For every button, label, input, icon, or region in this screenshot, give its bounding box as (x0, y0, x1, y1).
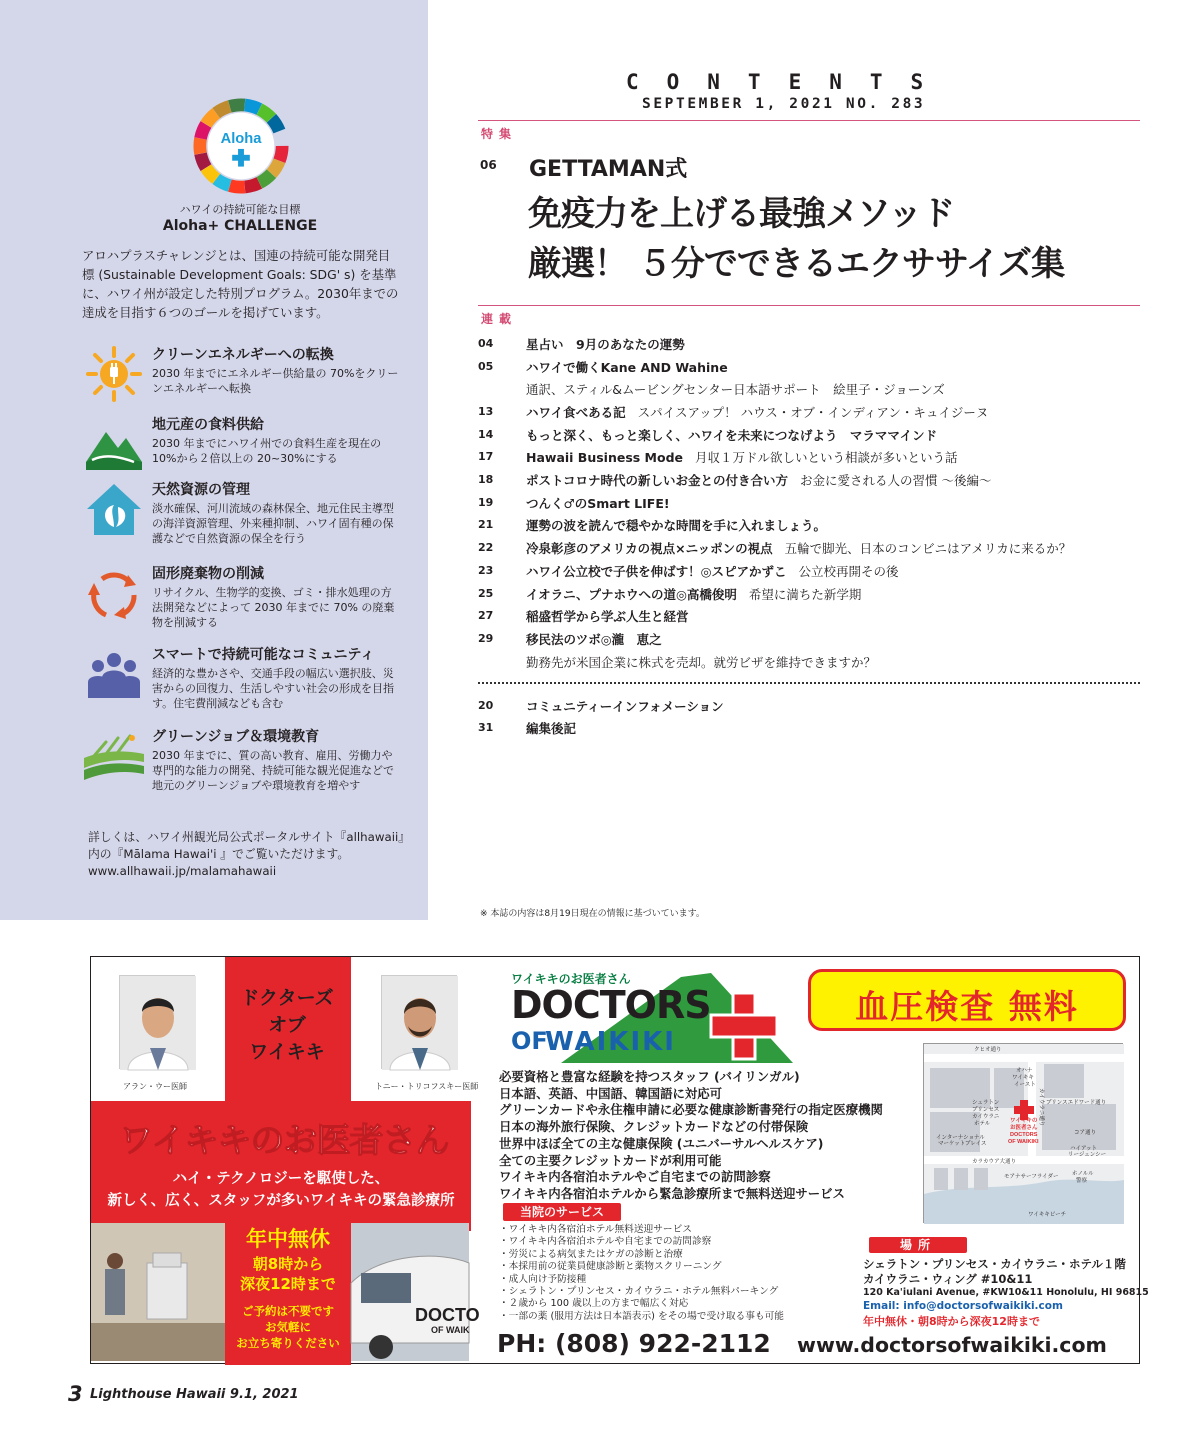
close-time: 深夜12時まで (240, 1275, 336, 1293)
page-number: 18 (478, 473, 494, 486)
vehicle-photo (351, 1223, 480, 1361)
map-label-police: ホノルル (1072, 1171, 1094, 1177)
aloha-subtitle: ハワイの持続可能な目標 (179, 203, 301, 216)
address-lines (863, 1257, 1126, 1287)
map-label-kaiulani-st: カイウラニ通り (1038, 1088, 1044, 1127)
list-item[interactable] (478, 653, 1158, 673)
article-title: 編集後記 (526, 721, 577, 736)
email-link[interactable]: Email: info@doctorsofwaikiki.com (863, 1300, 1063, 1312)
people-icon (84, 646, 144, 702)
service-item: ・ワイキキ内各宿泊ホテル無料送迎サービス (499, 1224, 692, 1235)
service-item: ・ワイキキ内各宿泊ホテルや自宅までの訪問診察 (499, 1236, 712, 1248)
article-title: コミュニティーインフォメーション (526, 699, 724, 714)
doctor-portrait-icon (382, 976, 458, 1070)
info-date-note: ※ 本誌の内容は8月19日現在の情報に基づいています。 (480, 909, 705, 919)
list-item[interactable] (478, 403, 1158, 423)
goal-title: 固形廃棄物の削減 (152, 566, 264, 582)
aloha-challenge-sidebar (0, 0, 428, 920)
goal-waste-reduction (82, 563, 412, 633)
map-label-sheraton: ホテル (974, 1121, 991, 1127)
aloha-title: Aloha+ CHALLENGE (162, 218, 318, 234)
service-item: ・労災による病気またはケガの診断と治療 (499, 1248, 683, 1260)
address-line2: カイウラニ・ウィング #10&11 (863, 1272, 1033, 1286)
free-blood-pressure-badge (808, 969, 1126, 1031)
no-appointment-note (227, 1303, 349, 1351)
allhawaii-link[interactable]: www.allhawaii.jp/malamahawaii (88, 864, 277, 878)
map-label-police: 警察 (1076, 1178, 1088, 1184)
doctor-photo (119, 975, 195, 1069)
ad-headline: ワイキキのお医者さん (119, 1121, 449, 1161)
goal-green-jobs (82, 726, 412, 796)
more-info-text (88, 829, 418, 880)
list-item[interactable] (478, 448, 1158, 468)
article-subtitle: 勤務先が米国企業に株式を売却。就労ビザを維持できますか？ (526, 655, 877, 670)
more-info-description: 詳しくは、ハワイ州観光局公式ポータルサイト『allhawaii』内の『Mālama Hawai'i 』でご覧いただけます。 (88, 830, 411, 861)
feature-item: 世界中ほぼ全ての主な健康保険 (ユニバーサルヘルスケア) (499, 1135, 824, 1151)
aloha-intro: アロハプラスチャレンジとは、国連の持続可能な開発目標 (Sustainable Development Goals: SDG' s) を基準に、ハワイ州が設定した特別プログラム。2030年までの達成を目指す６つのゴールを掲げています。 (82, 248, 399, 320)
services-list (499, 1224, 839, 1323)
list-item[interactable] (478, 697, 1158, 717)
issue-date: SEPTEMBER 1, 2021 NO. 283 (642, 96, 926, 112)
service-item: ・成人向け予防接種 (499, 1273, 587, 1285)
article-subtitle: 五輪で脚光、日本のコンビニはアメリカに来るか？ (784, 541, 1072, 556)
map-label-intl-market: インターナショナル (936, 1135, 985, 1141)
feature-page-number: 06 (480, 158, 497, 172)
page-number: 25 (478, 587, 494, 600)
open-time: 朝8時から (252, 1255, 324, 1273)
sun-plug-icon (84, 346, 144, 402)
no-appointment-line: ご予約は不要です (242, 1304, 334, 1318)
page-number: 14 (478, 428, 494, 441)
goal-desc: 淡水確保、河川流域の森林保全、地元住民主導型の海洋資源管理、外来種抑制、ハワイ固有種の保護などで自然資源の保全を行う (152, 502, 394, 545)
feature-item: ワイキキ内各宿泊ホテルやご自宅までの訪問診察 (499, 1169, 771, 1185)
map-label-dow: ワイキキの (1010, 1118, 1038, 1124)
goal-title: グリーンジョブ＆環境教育 (152, 729, 320, 745)
logo-waikiki-text: WAIKIKI (545, 1027, 676, 1057)
list-item[interactable] (478, 471, 1158, 491)
address-english: 120 Ka'iulani Avenue, #KW10&11 Honolulu, HI 96815 (863, 1287, 1149, 1298)
aloha-plus-logo-icon (192, 97, 290, 195)
feature-list (499, 1069, 899, 1203)
article-title: ハワイで働くKane AND Wahine (526, 360, 728, 375)
feature-item: グリーンカードや永住権申請に必要な健康診断書発行の指定医療機関 (499, 1102, 883, 1118)
open-year-round: 年中無休 (246, 1227, 330, 1251)
service-item: ・２歳から 100 歳以上の方まで幅広く対応 (499, 1298, 689, 1310)
feature-section-label: 特集 (481, 127, 518, 141)
goal-title: 地元産の食料供給 (152, 417, 264, 433)
goal-desc: リサイクル、生物学的変換、ゴミ・排水処理の方法開発などによって 2030 年までに 70% の廃棄物を削減する (152, 586, 395, 629)
page-number: 20 (478, 699, 494, 712)
article-subtitle: 通訳、スティル&ムービングセンター日本語サポート 絵里子・ジョーンズ (526, 382, 945, 397)
feature-title-line2[interactable]: 免疫力を上げる最強メソッド (528, 194, 955, 234)
address-line1: シェラトン・プリンセス・カイウラニ・ホテル１階 (863, 1257, 1126, 1271)
ad-tagline: 新しく、広く、スタッフが多いワイキキの緊急診療所 (107, 1193, 455, 1209)
list-item[interactable] (478, 719, 1158, 739)
service-item: ・シェラトン・プリンセス・カイウラニ・ホテル無料パーキング (499, 1286, 779, 1298)
doctors-of-waikiki-ad (90, 956, 1149, 1364)
list-item[interactable] (478, 516, 1158, 536)
logo-jp-text: ワイキキのお医者さん (511, 972, 631, 986)
article-title: ポストコロナ時代の新しいお金との付き合い方 (526, 473, 789, 488)
dotted-divider (478, 682, 1140, 684)
website-link[interactable]: www.doctorsofwaikiki.com (797, 1333, 1107, 1357)
svg-text:ワイキキの お医者さん DO (1008, 1116, 1039, 1145)
green-hills-icon (84, 416, 144, 472)
doctor-portrait-icon (120, 976, 196, 1070)
service-item: ・一部の薬 (服用方法は日本語表示) をその場で受け取る事も可能 (499, 1310, 784, 1322)
article-title: ハワイ食べある記 (526, 405, 626, 420)
article-title: 稲盛哲学から学ぶ人生と経営 (526, 609, 689, 624)
feature-item: 日本の海外旅行保険、クレジットカードなどの付帯保険 (499, 1119, 809, 1135)
medical-cross-icon (709, 991, 779, 1061)
brand-line: オブ (268, 1014, 306, 1036)
map-drawing (924, 1044, 1124, 1224)
page-number: 05 (478, 360, 494, 373)
article-title: ハワイ公立校で子供を伸ばす！◎スピアかずこ (526, 564, 787, 579)
goal-local-food (82, 414, 412, 484)
list-item[interactable] (478, 426, 1158, 446)
location-label: 場所 (869, 1237, 967, 1253)
free-blood-pressure-text: 血圧検査 無料 (855, 987, 1079, 1026)
article-subtitle: 月収１万ドル欲しいという相談が多いという話 (695, 450, 958, 465)
opening-hours: 年中無休・朝8時から深夜12時まで (863, 1315, 1040, 1328)
map-label-moana: モアナサーフライダー (1004, 1174, 1059, 1180)
article-title: 星占い 9月のあなたの運勢 (526, 337, 685, 352)
feature-title-line3[interactable]: 厳選！ ５分でできるエクササイズ集 (528, 244, 1065, 284)
car-logo-text: DOCTO (415, 1305, 480, 1325)
page-number: 04 (478, 337, 494, 350)
article-title: もっと深く、もっと楽しく、ハワイを未来につなげよう マラママインド (526, 428, 938, 443)
phone-number[interactable]: PH: (808) 922-2112 (497, 1329, 771, 1358)
page-number-folio: 3 (68, 1382, 83, 1406)
article-subtitle: スパイスアップ！ ハウス・オブ・インディアン・キュイジーヌ (637, 405, 989, 420)
map-label-hyatt: ハイアット (1070, 1146, 1097, 1152)
list-item[interactable] (478, 585, 1158, 605)
contents-heading: CONTENTS (626, 70, 952, 94)
goal-title: クリーンエネルギーへの転換 (152, 347, 334, 363)
list-item[interactable] (478, 335, 1158, 355)
goal-title: スマートで持続可能なコミュニティ (152, 647, 375, 663)
no-appointment-line: お立ち寄りください (236, 1336, 340, 1350)
fields-icon (84, 728, 144, 784)
page-number: 23 (478, 564, 494, 577)
doctor-caption: トニー・トリコフスキー医師 (375, 1082, 479, 1091)
article-title: つんく♂のSmart LIFE! (526, 496, 670, 511)
map-label-dow: DOCTORS (1010, 1132, 1038, 1138)
map-label-ohana: イースト (1014, 1082, 1036, 1088)
map-label-dow: OF WAIKIKI (1008, 1139, 1039, 1145)
map-label-hyatt: リージェンシー (1068, 1152, 1107, 1158)
series-section-label: 連載 (481, 312, 518, 326)
feature-item: 全ての主要クレジットカードが利用可能 (499, 1152, 722, 1168)
service-item: ・本採用前の従業員健康診断と薬物スクリーニング (499, 1261, 722, 1273)
map-label-prince-edward: プリンスエドワード通り (1046, 1100, 1107, 1106)
house-leaf-icon (84, 481, 144, 537)
services-label: 当院のサービス (503, 1203, 621, 1221)
goal-natural-resources (82, 479, 412, 549)
page-number: 17 (478, 450, 494, 463)
car-logo-subtext: OF WAIK (431, 1325, 470, 1335)
article-subtitle: お金に愛される人の習慣 〜後編〜 (800, 473, 992, 488)
map-label-dow: お医者さん (1010, 1125, 1038, 1131)
list-item[interactable] (478, 539, 1158, 559)
map-label-kuhio: クヒオ通り (974, 1047, 1002, 1053)
ad-brand-name (237, 985, 337, 1066)
list-item[interactable] (478, 358, 1158, 378)
divider (478, 305, 1140, 306)
article-title: 移民法のツボ◎瀧 恵之 (526, 632, 662, 647)
list-item[interactable] (478, 494, 1158, 514)
list-item[interactable] (478, 562, 1158, 582)
page-number: 19 (478, 496, 494, 509)
aloha-logo-text: Aloha (220, 131, 262, 148)
logo-of-text: OF (511, 1027, 548, 1055)
list-item[interactable] (478, 630, 1158, 650)
goal-desc: 2030 年までにハワイ州での食料生産を現在の10%から２倍以上の 20~30%にする (152, 437, 382, 465)
doctor-photo (381, 975, 457, 1069)
map-label-sheraton: カイウラニ (972, 1114, 1000, 1120)
map-label-kalakaua: カラカウア大通り (972, 1159, 1017, 1165)
clinic-interior-icon (91, 1223, 225, 1361)
map-label-ohana: ワイキキ (1012, 1075, 1034, 1081)
feature-item: 必要資格と豊富な経験を持つスタッフ (バイリンガル) (499, 1069, 800, 1084)
goal-smart-community (82, 644, 412, 714)
publication-folio: Lighthouse Hawaii 9.1, 2021 (90, 1387, 299, 1402)
map-label-beach: ワイキキビーチ (1028, 1212, 1067, 1218)
page-number: 22 (478, 541, 494, 554)
article-subtitle: 希望に満ちた新学期 (748, 587, 862, 602)
page-number: 21 (478, 518, 494, 531)
logo-doctors-text: DOCTORS (511, 983, 711, 1027)
feature-item: 日本語、英語、中国語、韓国語に対応可 (499, 1085, 723, 1101)
feature-title-line1[interactable]: GETTAMAN式 (529, 157, 688, 182)
page-number: 13 (478, 405, 494, 418)
map-label-ohana: オハナ (1016, 1068, 1033, 1074)
article-title: イオラニ、プナホウへの道◎高橋俊明 (526, 587, 737, 602)
article-title: Hawaii Business Mode (526, 450, 684, 465)
map-label-coa: コア通り (1074, 1130, 1097, 1136)
list-item[interactable] (478, 607, 1158, 627)
goal-desc: 2030 年までに、質の高い教育、雇用、労働力や専門的な能力の開発、持続可能な観光促進などで地元のグリーンジョブや環境教育を増やす (152, 749, 394, 792)
goal-desc: 経済的な豊かさや、交通手段の幅広い選択肢、災害からの回復力、生活しやすい社会の形成を目指す。住宅費削減なども含む (152, 667, 394, 710)
doctor-caption: アラン・ウー医師 (123, 1082, 187, 1091)
feature-item: ワイキキ内各宿泊ホテルから緊急診療所まで無料送迎サービス (499, 1185, 845, 1201)
page-number: 29 (478, 632, 494, 645)
recycle-icon (84, 565, 144, 621)
goal-clean-energy (82, 344, 412, 414)
list-item[interactable] (478, 380, 1158, 400)
article-title: 冷泉彰彦のアメリカの視点×ニッポンの視点 (526, 541, 773, 556)
article-title: 運勢の波を読んで穏やかな時間を手に入れましょう。 (526, 518, 827, 533)
goal-desc: 2030 年までにエネルギー供給量の 70%をクリーンエネルギーへ転換 (152, 367, 399, 395)
goal-title: 天然資源の管理 (152, 482, 250, 498)
location-map (923, 1043, 1123, 1223)
brand-line: ワイキキ (249, 1041, 325, 1063)
article-subtitle: 公立校再開その後 (798, 564, 899, 579)
map-label-intl-market: マーケットプレイス (938, 1141, 987, 1147)
brand-line: ドクターズ (240, 987, 334, 1009)
no-appointment-line: お気軽に (265, 1320, 311, 1334)
divider (478, 120, 1140, 121)
map-label-sheraton: シェラトン (972, 1100, 1000, 1106)
map-label-sheraton: プリンセス (972, 1107, 1000, 1113)
page-number: 31 (478, 721, 494, 734)
page-number: 27 (478, 609, 494, 622)
ad-tagline: ハイ・テクノロジーを駆使した、 (172, 1171, 390, 1187)
car-icon (351, 1223, 480, 1361)
clinic-photo (91, 1223, 225, 1361)
